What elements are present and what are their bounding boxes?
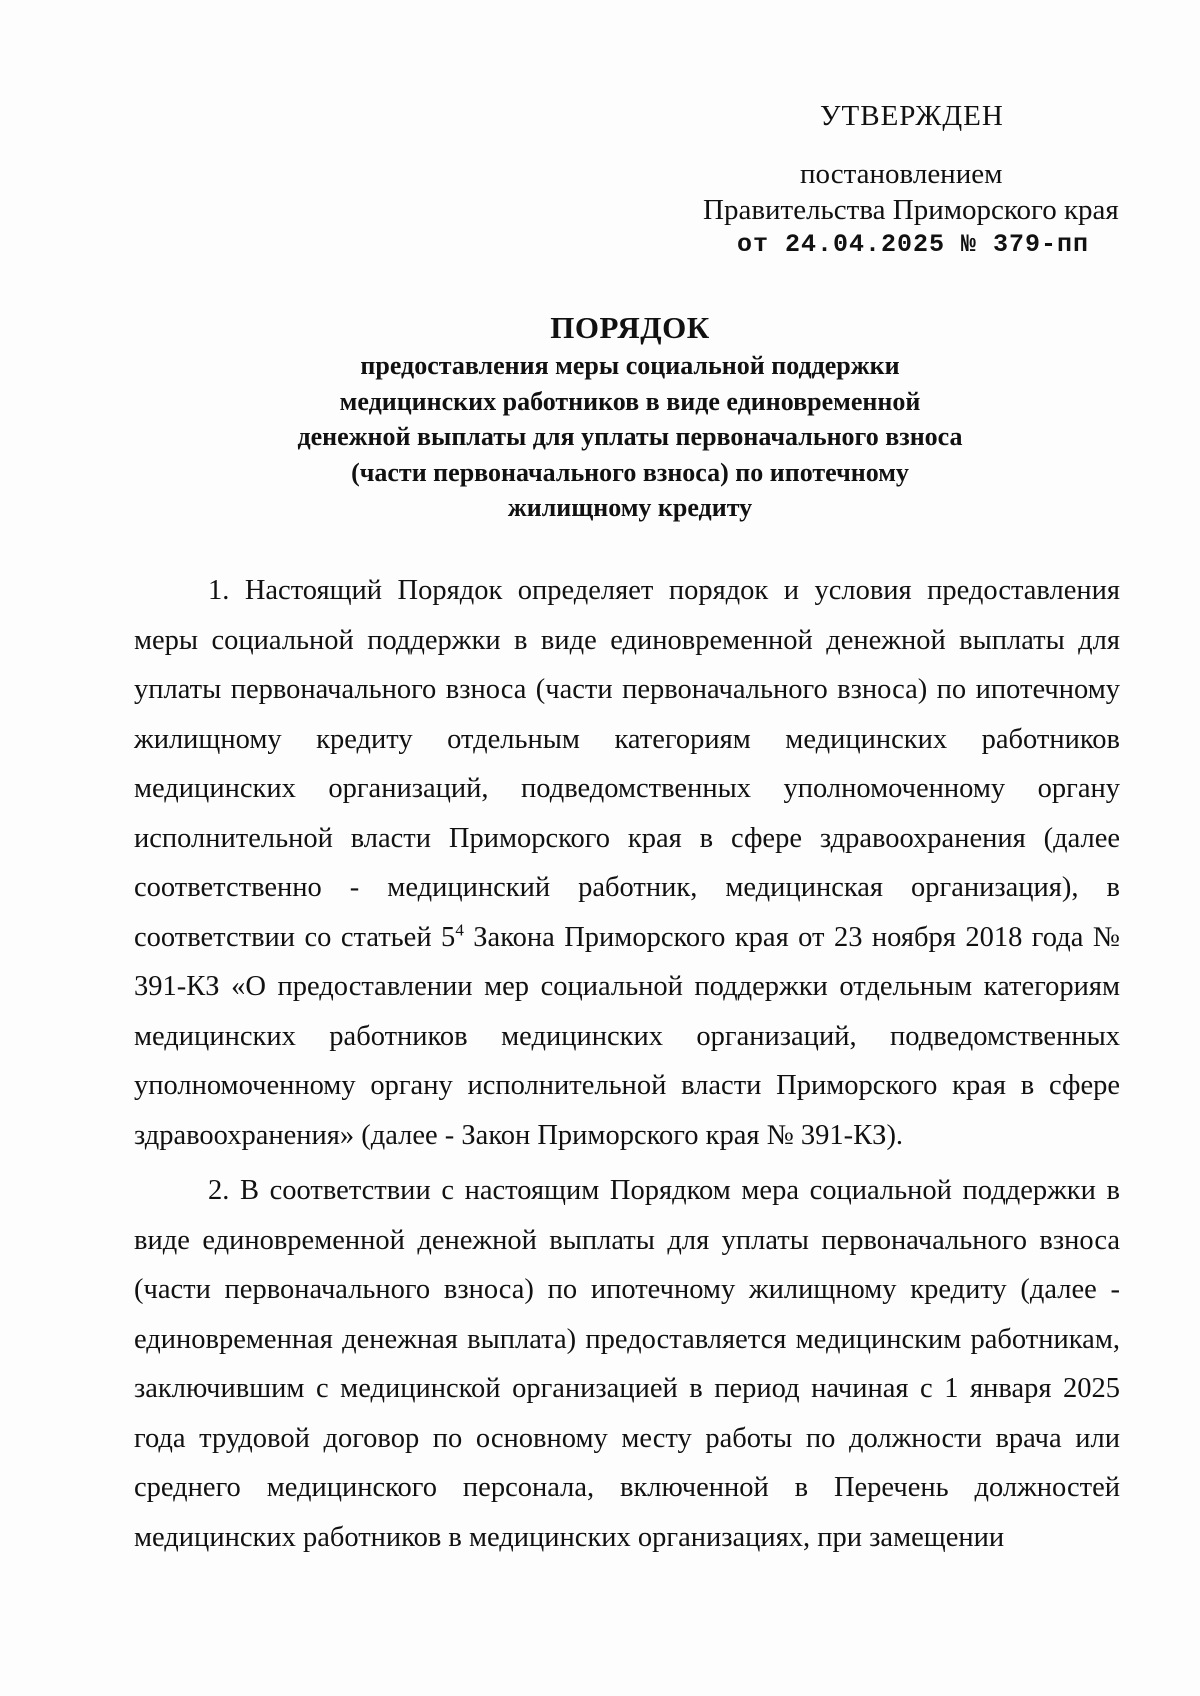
document-title: ПОРЯДОК xyxy=(550,310,710,345)
document-body xyxy=(134,566,1120,1568)
approval-line-resolution: постановлением xyxy=(800,158,1003,190)
document-title-block xyxy=(150,308,1110,526)
paragraph-2: 2. В соответствии с настоящим Порядком мера социальной поддержки в виде единовременной денежной выплаты для уплаты первоначального взноса (части первоначального взноса) по ипотечному жилищному кредиту (далее - единовременная денежная выплата) предоставляется медицинским работникам, заключившим с медицинской организацией в период начиная с 1 января 2025 года трудовой договор по основному месту работы по должности врача или среднего медицинского персонала, включенной в Перечень должностей медицинских работников в медицинских организациях, при замещении xyxy=(134,1175,1120,1553)
document-subtitle-line: предоставления меры социальной поддержки xyxy=(360,351,900,380)
document-subtitle-line: жилищному кредиту xyxy=(507,493,753,522)
paragraph-1 xyxy=(134,566,1120,1160)
paragraph-1-text-start: 1. Настоящий Порядок определяет порядок и условия предоставления меры социальной поддержки в виде единовременной денежной выплаты для уплаты первоначального взноса (части первоначального взноса) по ипотечному жилищному кредиту отдельным категориям медицинских работников медицинских организаций, подведомственных уполномоченному органу исполнительной власти Приморского края в сфере здравоохранения (далее соответственно - медицинский работник, медицинская организация), в соответствии со статьей 5 xyxy=(134,575,1120,953)
document-subtitle-line: (части первоначального взноса) по ипотечному xyxy=(351,457,909,487)
document-subtitle-line: медицинских работников в виде единовременной xyxy=(339,386,921,416)
paragraph-1-text-end: Закона Приморского края от 23 ноября 2018 года № 391-КЗ «О предоставлении мер социальной поддержки отдельным категориям медицинских работников медицинских организаций, подведомственных уполномоченному органу исполнительной власти Приморского края в сфере здравоохранения» (далее - Закон Приморского края № 391-КЗ). xyxy=(134,921,1120,1151)
approval-line-date-number: от 24.04.2025 № 379-пп xyxy=(737,230,1090,259)
approval-title: УТВЕРЖДЕН xyxy=(820,100,1004,132)
approval-line-government: Правительства Приморского края xyxy=(703,194,1119,226)
article-superscript: 4 xyxy=(455,920,464,939)
document-subtitle-line: денежной выплаты для уплаты первоначального взноса xyxy=(297,422,963,451)
